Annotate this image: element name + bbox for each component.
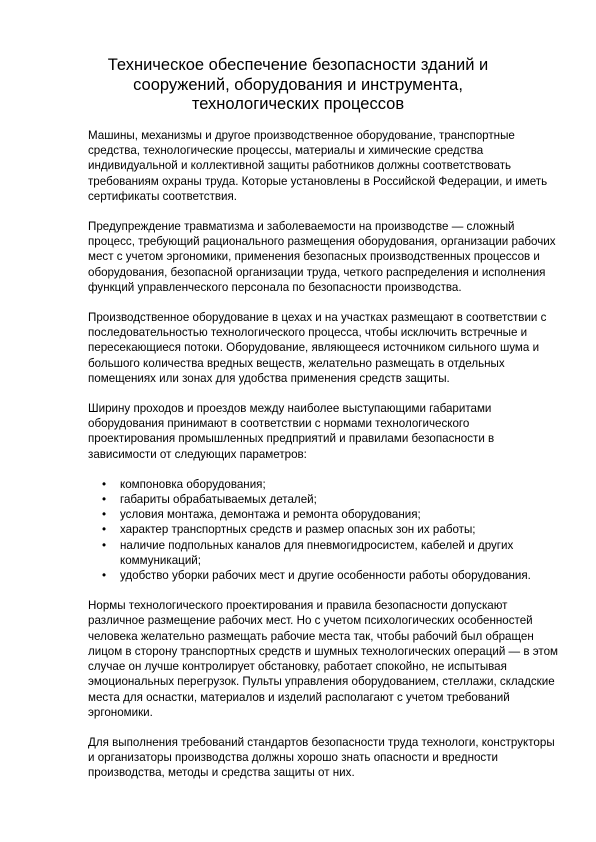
bullet-icon: •: [102, 538, 107, 552]
document-title: Техническое обеспечение безопасности зданий и сооружений, оборудования и инструмента, технологических процессов: [107, 56, 489, 113]
bullet-icon: •: [102, 523, 107, 537]
paragraph: Производственное оборудование в цехах и на участках размещают в соответствии с последовательностью технологического процесса, чтобы исключить встречные и пересекающиеся потоки. Оборудование, являющееся источником сильного шума и большого количества вредных веществ, желательно размещать в отдельных помещениях или зонах для удобства применения средств защиты.: [88, 311, 547, 385]
bullet-text: габариты обрабатываемых деталей;: [120, 493, 317, 507]
paragraph: Для выполнения требований стандартов безопасности труда технологи, конструкторы и организаторы производства должны хорошо знать опасности и вредности производства, методы и средства защиты от них.: [88, 735, 555, 780]
bullet-icon: •: [102, 477, 107, 491]
document-body: [88, 128, 558, 796]
bullet-text: удобство уборки рабочих мест и другие особенности работы оборудования.: [120, 569, 531, 583]
bullet-item: [88, 568, 558, 583]
paragraph: Предупреждение травматизма и заболеваемости на производстве — сложный процесс, требующий рационального размещения оборудования, организации рабочих мест с учетом эргономики, применения безопасных производственных процессов и оборудования, безопасной организации труда, четкого распределения и исполнения функций управленческого персонала по безопасности производства.: [88, 220, 556, 294]
bullet-item: [88, 477, 558, 492]
bullet-icon: •: [102, 569, 107, 583]
bullet-text: наличие подпольных каналов для пневмогидросистем, кабелей и других коммуникаций;: [120, 538, 514, 567]
bullet-text: компоновка оборудования;: [120, 477, 266, 491]
paragraph: Ширину проходов и проездов между наиболее выступающими габаритами оборудования принимают в соответствии с нормами технологического проектирования промышленных предприятий и правилами безопасности в зависимости от следующих параметров:: [88, 402, 495, 461]
bullet-list: [88, 477, 558, 583]
bullet-item: [88, 538, 558, 568]
bullet-item: [88, 492, 558, 507]
bullet-item: [88, 507, 558, 522]
paragraph: Машины, механизмы и другое производственное оборудование, транспортные средства, технологические процессы, материалы и химические средства индивидуальной и коллективной защиты работников должны соответствовать требованиям охраны труда. Которые установлены в Российской Федерации, и иметь сертификаты соответствия.: [88, 129, 548, 203]
bullet-icon: •: [102, 493, 107, 507]
paragraph: Нормы технологического проектирования и правила безопасности допускают различное размещение рабочих мест. Но с учетом психологических особенностей человека желательно размещать рабочие места так, чтобы рабочий был обращен лицом в сторону транспортных средств и шумных технологических операций — в этом случае он лучше контролирует обстановку, работает спокойно, не испытывая эмоциональных перегрузок. Пульты управления оборудованием, стеллажи, складские места для оснастки, материалов и изделий располагают с учетом требований эргономики.: [88, 599, 558, 719]
bullet-text: условия монтажа, демонтажа и ремонта оборудования;: [120, 508, 421, 522]
bullet-item: [88, 522, 558, 537]
bullet-text: характер транспортных средств и размер опасных зон их работы;: [120, 523, 476, 537]
bullet-icon: •: [102, 508, 107, 522]
